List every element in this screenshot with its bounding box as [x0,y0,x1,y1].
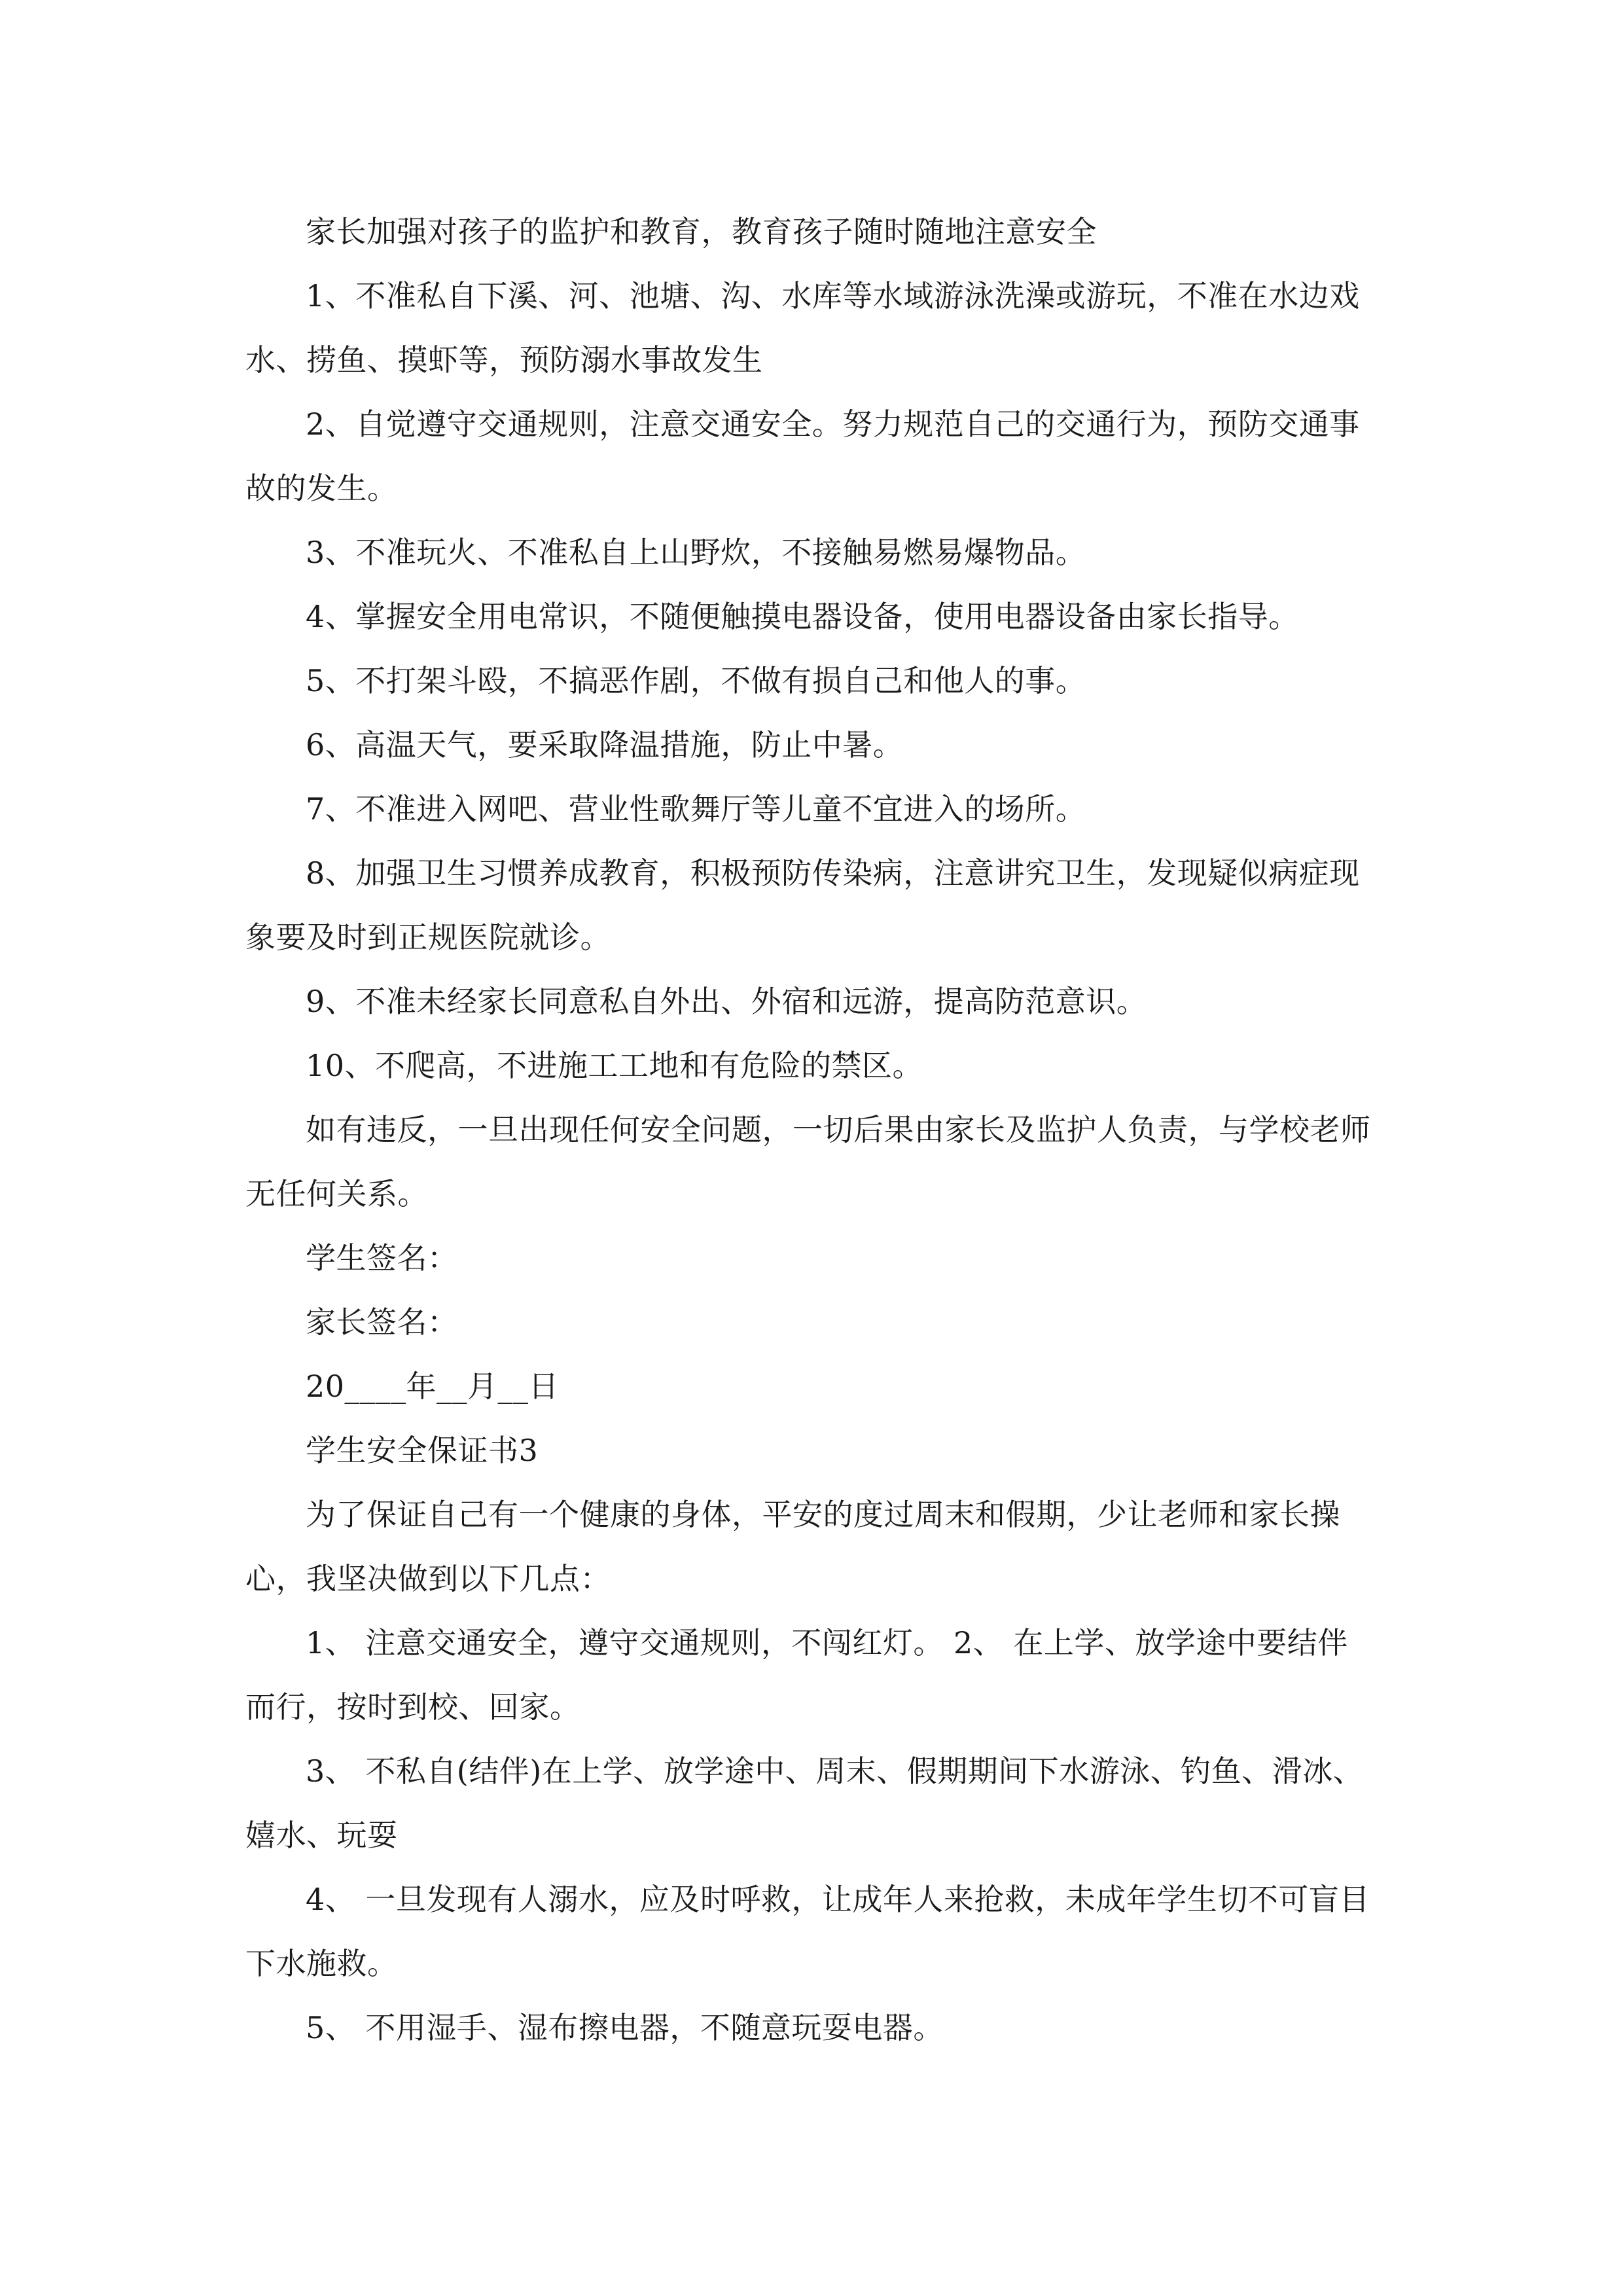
liability-paragraph: 如有违反，一旦出现任何安全问题，一切后果由家长及监护人负责，与学校老师无任何关系。 [245,1112,1371,1211]
rule-item-7: 7、不准进入网吧、营业性歌舞厅等儿童不宜进入的场所。 [306,791,1086,827]
rule-item-2: 2、自觉遵守交通规则，注意交通安全。努力规范自己的交通行为，预防交通事故的发生。 [245,406,1360,506]
rule-item-6: 6、高温天气，要采取降温措施，防止中暑。 [306,727,904,762]
intro-paragraph: 家长加强对孩子的监护和教育，教育孩子随时随地注意安全 [306,214,1097,249]
pledge-intro-paragraph: 为了保证自己有一个健康的身体，平安的度过周末和假期，少让老师和家长操心，我坚决做到以下几点： [245,1497,1340,1596]
document-body [245,200,1378,2060]
rule-item-9: 9、不准未经家长同意私自外出、外宿和远游，提高防范意识。 [306,984,1147,1019]
rule-item-3: 3、不准玩火、不准私自上山野炊，不接触易燃易爆物品。 [306,535,1086,570]
section-title: 学生安全保证书3 [306,1433,539,1468]
date-line: 20____年__月__日 [306,1369,560,1404]
student-signature-label: 学生签名： [306,1240,458,1276]
rule-item-4: 4、掌握安全用电常识，不随便触摸电器设备，使用电器设备由家长指导。 [306,599,1299,634]
rule-item-8: 8、加强卫生习惯养成教育，积极预防传染病，注意讲究卫生，发现疑似病症现象要及时到正规医院就诊。 [245,855,1360,955]
pledge-item-1-2: 1、 注意交通安全，遵守交通规则，不闯红灯。 2、 在上学、放学途中要结伴而行，按时到校、回家。 [245,1625,1348,1725]
pledge-item-5: 5、 不用湿手、湿布擦电器，不随意玩耍电器。 [306,2010,944,2045]
rule-item-10: 10、不爬高，不进施工工地和有危险的禁区。 [306,1048,923,1083]
rule-item-5: 5、不打架斗殴，不搞恶作剧，不做有损自己和他人的事。 [306,663,1086,698]
parent-signature-label: 家长签名： [306,1304,458,1340]
rule-item-1: 1、不准私自下溪、河、池塘、沟、水库等水域游泳洗澡或游玩，不准在水边戏水、捞鱼、摸虾等，预防溺水事故发生 [245,278,1360,378]
pledge-item-4: 4、 一旦发现有人溺水，应及时呼救，让成年人来抢救，未成年学生切不可盲目下水施救。 [245,1882,1370,1981]
pledge-item-3: 3、 不私自(结伴)在上学、放学途中、周末、假期期间下水游泳、钓鱼、滑冰、嬉水、玩耍 [245,1753,1364,1853]
